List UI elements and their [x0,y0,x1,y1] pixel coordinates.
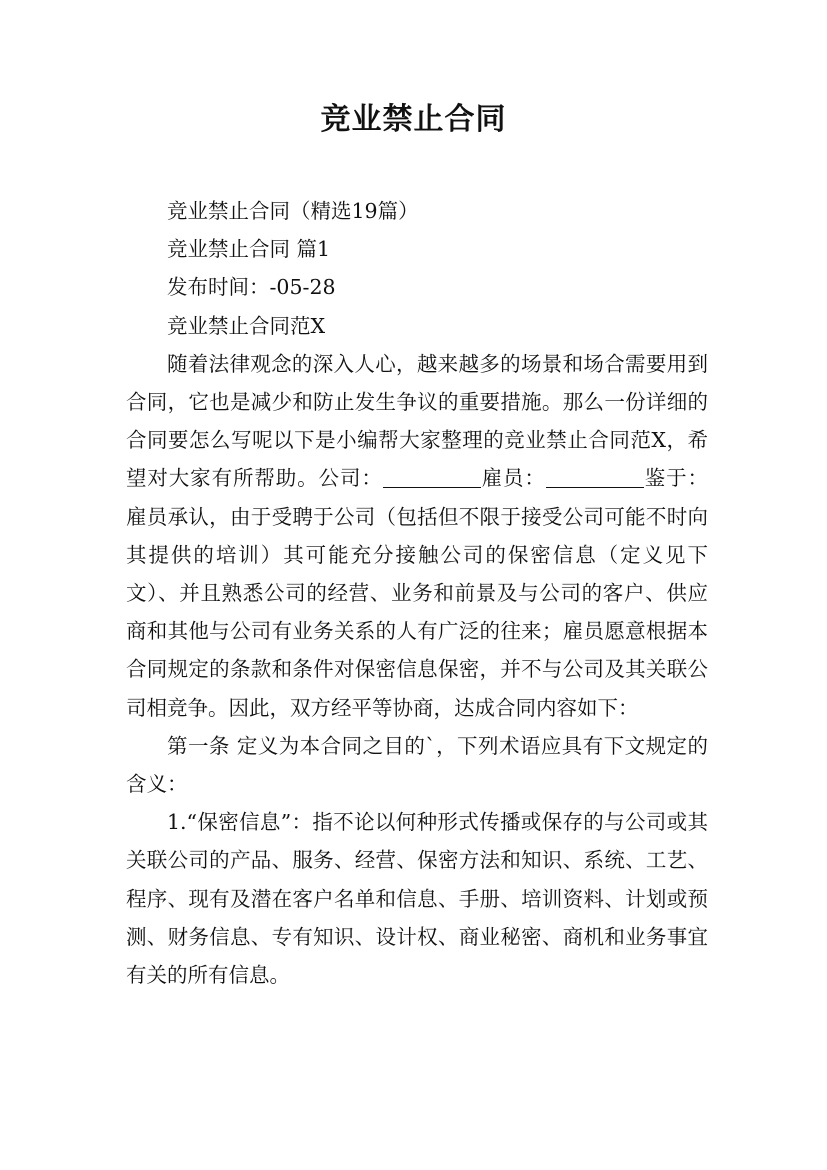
heading-line-sample: 竞业禁止合同范X [167,313,326,338]
intro-text-b: 雇员： [480,466,546,491]
employee-blank [546,467,644,489]
company-blank [383,467,481,489]
intro-paragraph [126,345,708,727]
article-1-paragraph: 第一条 定义为本合同之目的`，下列术语应具有下文规定的含义： [126,733,708,797]
intro-text-c: 鉴于：雇员承认，由于受聘于公司（包括但不限于接受公司可能不时向其提供的培训）其可能充分接触公司的保密信息（定义见下文）、并且熟悉公司的经营、业务和前景及与公司的客户、供应商和其他与公司有业务关系的人有广泛的往来；雇员愿意根据本合同规定的条款和条件对保密信息保密，并不与公司及其关联公司相竞争。因此，双方经平等协商，达成合同内容如下： [126,466,709,720]
document-title: 竞业禁止合同 [320,102,507,137]
item-1-paragraph: 1.“保密信息”：指不论以何种形式传播或保存的与公司或其关联公司的产品、服务、经营、保密方法和知识、系统、工艺、程序、现有及潜在客户名单和信息、手册、培训资料、计划或预测、财务信息、专有知识、设计权、商业秘密、商机和业务事宜有关的所有信息。 [126,810,708,988]
heading-line-collection: 竞业禁止合同（精选19篇） [167,199,419,223]
publish-date-line: 发布时间：-05-28 [167,275,336,300]
heading-line-part: 竞业禁止合同 篇1 [167,237,331,262]
document-body [126,192,708,994]
intro-text-a: 随着法律观念的深入人心，越来越多的场景和场合需要用到合同，它也是减少和防止发生争议的重要措施。那么一份详细的合同要怎么写呢以下是小编帮大家整理的竞业禁止合同范X，希望对大家有所帮助。公司： [126,351,708,491]
